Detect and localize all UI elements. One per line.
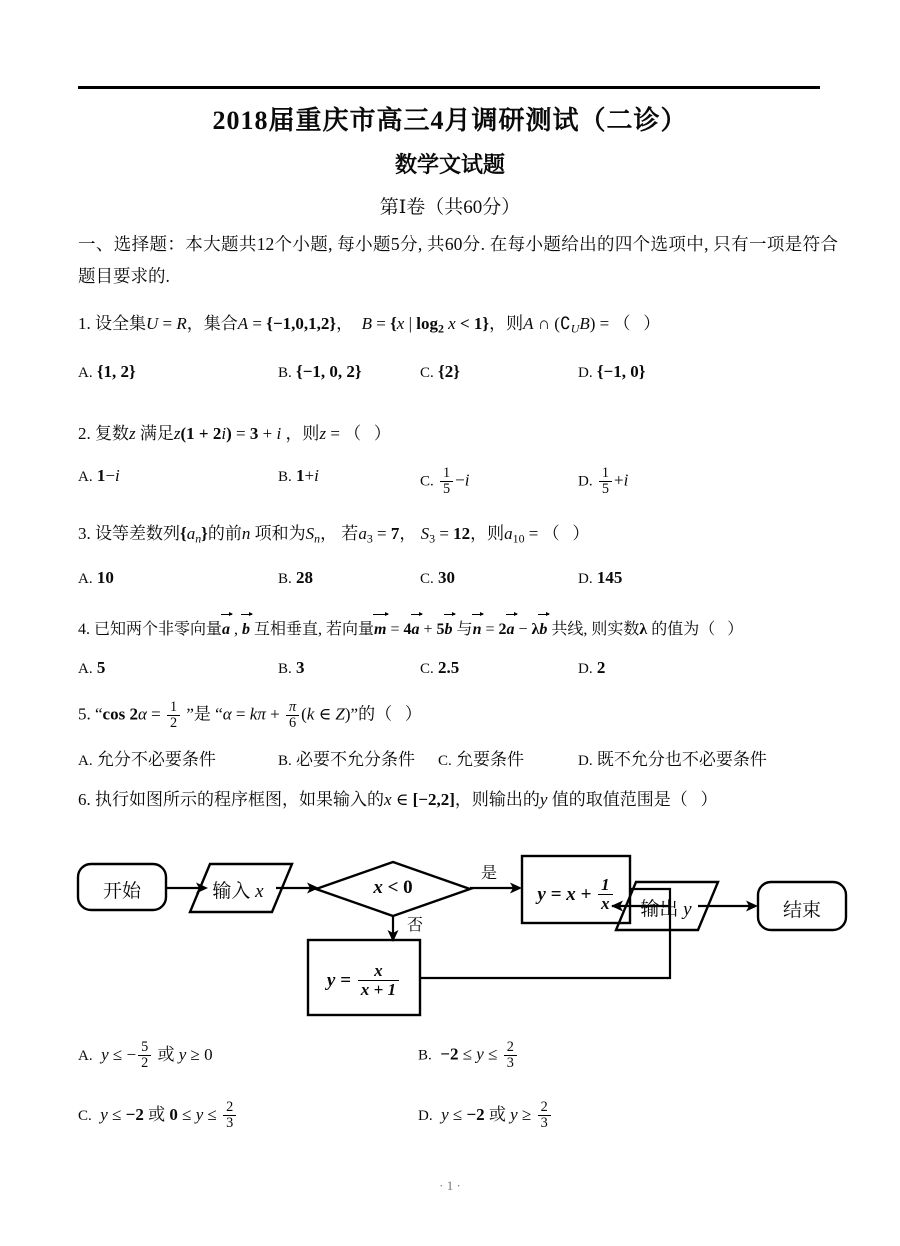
q4-option-a[interactable]: A. 5 — [78, 658, 106, 677]
q2-option-b[interactable]: B. 1+i — [278, 466, 319, 485]
question-5-stem: 5. “cos 2α = $\frac{1}{2}$ ”是 “α = kπ + $\frac{\pi}{6}$ (k ∈ Z)”的（ ） — [78, 699, 422, 731]
flowchart-end-label: 结束 — [782, 900, 821, 921]
question-6-options-row2 — [78, 1100, 878, 1150]
q3-option-d[interactable]: D. 145 — [578, 568, 623, 587]
question-1-stem: 1. 设全集U = R，集合A = {−1,0,1,2}， B = {x | $\log_2 x < 1$}，则A ∩ $(∁_UB)$ = （ ） — [78, 314, 661, 336]
flowchart-graphics — [70, 848, 860, 1028]
q6-option-d[interactable]: D. y ≤ −2 或 y ≥ $\frac{2}{3}$ — [418, 1100, 553, 1131]
question-2-options — [78, 466, 878, 510]
flowchart-output-label: 输出 y — [640, 899, 692, 920]
program-flowchart — [70, 848, 860, 1028]
page-subtitle: 数学文试题 — [394, 152, 505, 177]
flowchart-process-no-label: y = $\frac{x}{x + 1}$ — [308, 962, 420, 999]
flowchart-decision-label: x < 0 — [373, 877, 413, 898]
question-6-stem: 6. 执行如图所示的程序框图，如果输入的x ∈ [−2,2]，则输出的y 值的取值范围是（ ） — [78, 790, 718, 809]
flowchart-branch-no-label: 否 — [406, 917, 423, 934]
question-4-stem: 4. 已知两个非零向量a , b 互相垂直, 若向量m = 4a + 5b 与n = 2a − λb 共线, 则实数λ 的值为（ ） — [78, 615, 868, 643]
q4-option-d[interactable]: D. 2 — [578, 658, 606, 677]
q1-number: 1. — [78, 314, 91, 333]
flowchart-process-yes-label: y = x + $\frac{1}{x}$ — [522, 876, 630, 913]
page-footer: · 1 · — [439, 1178, 461, 1193]
page-title: 2018届重庆市高三4月调研测试（二诊） — [212, 106, 688, 135]
question-3-stem: 3. 设等差数列$\{a_n\}$的前n 项和为$S_n$， 若$a_3 = 7$， $S_3 = 12$，则$a_{10}$ = （ ） — [78, 524, 590, 546]
q2-option-c[interactable]: C. $\frac{1}{5}$ −i — [420, 465, 470, 497]
q4-option-b[interactable]: B. 3 — [278, 658, 305, 677]
q4-number: 4. — [78, 621, 90, 638]
question-1-options — [78, 362, 878, 396]
q3-option-c[interactable]: C. 30 — [420, 568, 456, 587]
flowchart-branch-yes-label: 是 — [480, 865, 497, 882]
question-3-options — [78, 568, 878, 602]
q2-option-d[interactable]: D. $\frac{1}{5}$ +i — [578, 465, 629, 497]
header-rule — [78, 86, 820, 89]
question-4-options — [78, 658, 878, 692]
q3-number: 3. — [78, 524, 91, 543]
q2-number: 2. — [78, 424, 91, 443]
q5-option-a[interactable]: A. 允分不必要条件 — [78, 750, 216, 769]
q1-option-a[interactable]: A. {1, 2} — [78, 362, 136, 381]
flowchart-input-label: 输入 x — [212, 881, 264, 902]
q6-option-c[interactable]: C. y ≤ −2 或 0 ≤ y ≤ $\frac{2}{3}$ — [78, 1100, 238, 1131]
section-label: 第Ⅰ卷（共60分） — [379, 197, 521, 218]
q6-option-a[interactable]: A. y ≤ − $\frac{5}{2}$ 或 y ≥ 0 — [78, 1039, 213, 1072]
instructions-text: 一、选择题：本大题共12个小题, 每小题5分, 共60分. 在每小题给出的四个选项中, 只有一项是符合题目要求的. — [78, 234, 838, 287]
q5-option-c[interactable]: C. 允要条件 — [438, 750, 525, 769]
q5-option-b[interactable]: B. 必要不允分条件 — [278, 750, 416, 769]
question-6-options-row1 — [78, 1040, 878, 1090]
q4-option-c[interactable]: C. 2.5 — [420, 658, 460, 677]
q6-option-b[interactable]: B. −2 ≤ y ≤ $\frac{2}{3}$ — [418, 1040, 519, 1071]
flowchart-start-label: 开始 — [102, 881, 141, 902]
q2-option-a[interactable]: A. 1−i — [78, 466, 120, 485]
question-2-stem: 2. 复数z 满足z(1 + 2i) = 3 + i ，则z = （ ） — [78, 424, 391, 443]
question-5-options — [78, 745, 878, 779]
q1-option-b[interactable]: B. {−1, 0, 2} — [278, 362, 362, 381]
q6-number: 6. — [78, 790, 91, 809]
q5-number: 5. — [78, 704, 91, 724]
q1-option-d[interactable]: D. {−1, 0} — [578, 362, 646, 381]
q3-option-b[interactable]: B. 28 — [278, 568, 314, 587]
q5-option-d[interactable]: D. 既不允分也不必要条件 — [578, 750, 767, 769]
q3-option-a[interactable]: A. 10 — [78, 568, 114, 587]
q1-option-c[interactable]: C. {2} — [420, 362, 460, 381]
